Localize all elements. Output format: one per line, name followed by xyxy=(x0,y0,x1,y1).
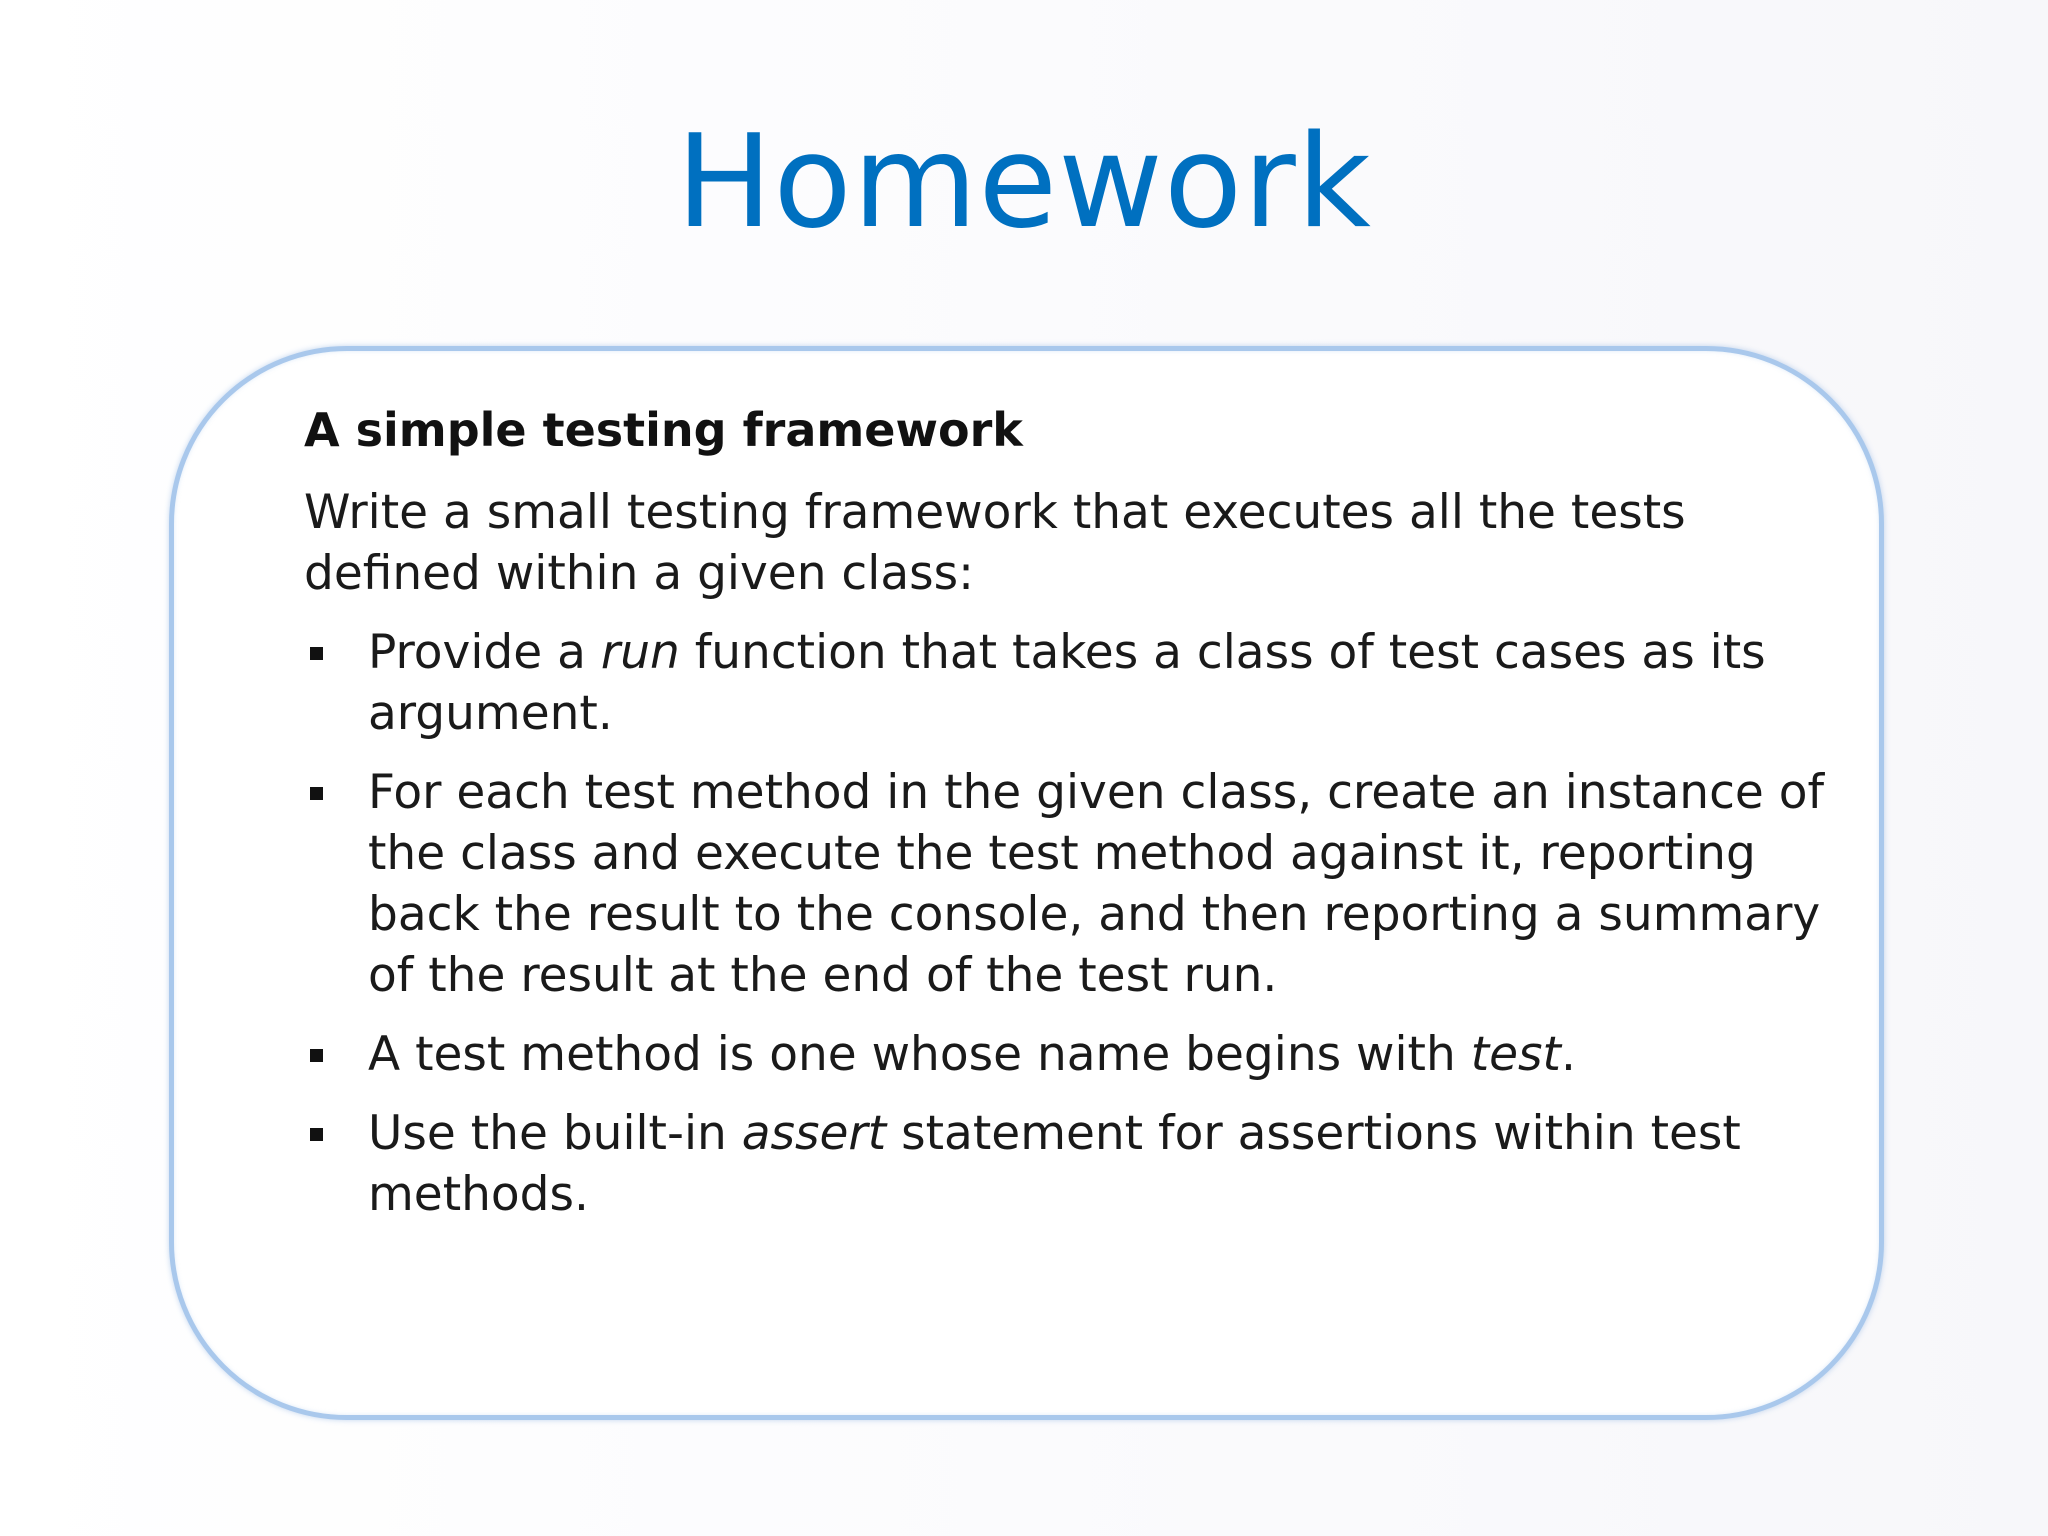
bullet-text-part: A test method is one whose name begins with xyxy=(368,1027,1471,1082)
section-heading: A simple testing framework xyxy=(304,403,1023,457)
square-bullet-icon xyxy=(310,1128,323,1141)
bullet-text-part: . xyxy=(1560,1027,1576,1082)
intro-paragraph: Write a small testing framework that executes all the tests defined within a given class: xyxy=(304,485,1686,601)
bullet-item xyxy=(304,622,1864,744)
bullet-emphasis: run xyxy=(600,625,680,680)
bullet-text xyxy=(368,625,1766,741)
bullet-item xyxy=(304,1024,1864,1085)
bullet-text-part: statement for assertions within test methods. xyxy=(368,1106,1741,1222)
bullet-list xyxy=(304,622,1864,1243)
bullet-text xyxy=(368,1027,1576,1082)
square-bullet-icon xyxy=(310,647,323,660)
bullet-text-part: For each test method in the given class, create an instance of the class and execute the test method against it, reporting back the result to the console, and then reporting a summary of the result at the end of the test run. xyxy=(368,765,1825,1003)
square-bullet-icon xyxy=(310,787,323,800)
slide-title: Homework xyxy=(676,108,1372,257)
bullet-text-part: Use the built-in xyxy=(368,1106,742,1161)
bullet-item xyxy=(304,762,1864,1006)
bullet-text-part: function that takes a class of test cases as its argument. xyxy=(368,625,1766,741)
bullet-emphasis: assert xyxy=(741,1106,887,1161)
bullet-text xyxy=(368,1106,1741,1222)
bullet-text-part: Provide a xyxy=(368,625,601,680)
bullet-text xyxy=(368,765,1824,1003)
square-bullet-icon xyxy=(310,1049,323,1062)
bullet-emphasis: test xyxy=(1470,1027,1561,1082)
bullet-item xyxy=(304,1103,1864,1225)
